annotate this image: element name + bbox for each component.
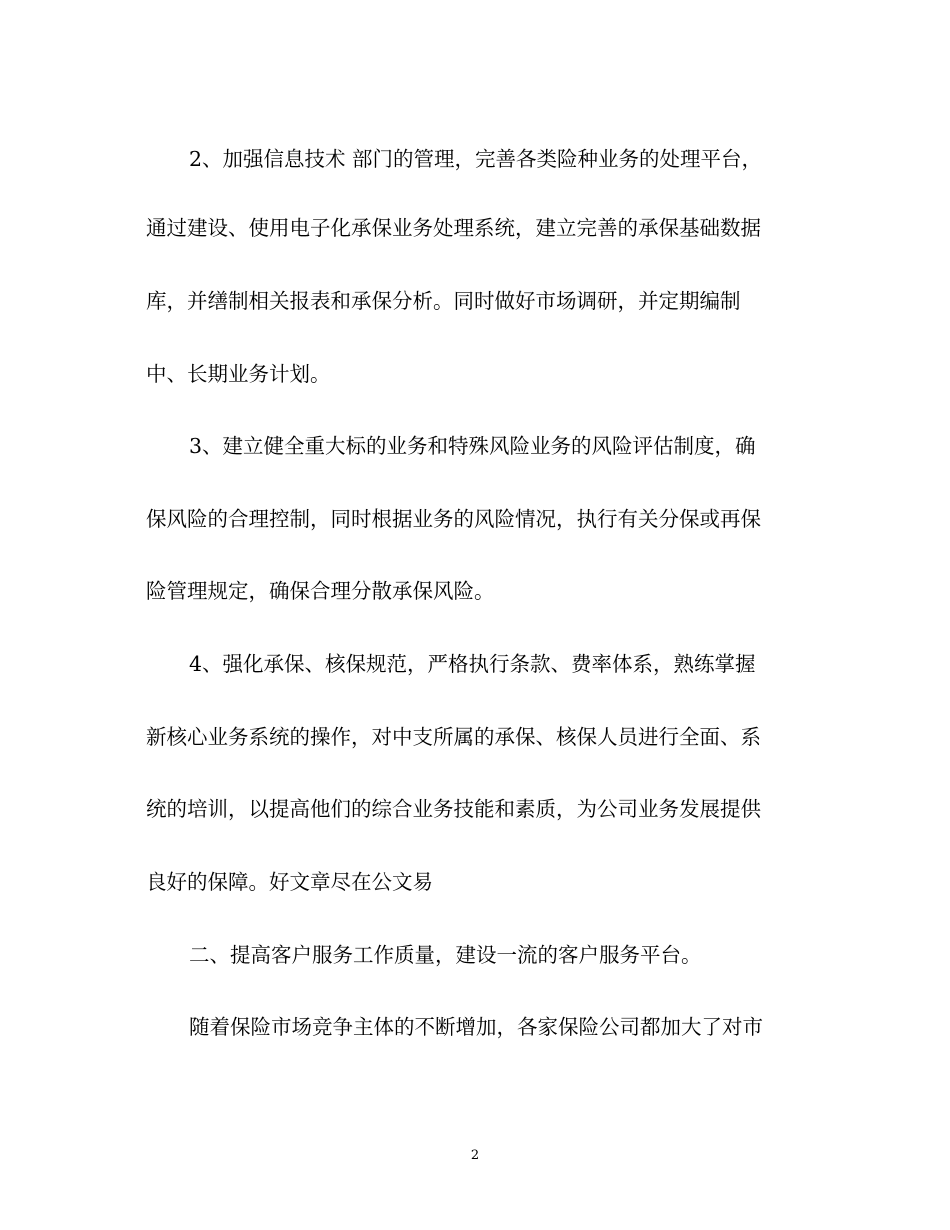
section-heading-2: 二、提高客户服务工作质量，建设一流的客户服务平台。 — [189, 943, 702, 967]
paragraph-2-line-4: 中、长期业务计划。 — [146, 362, 331, 386]
page-number: 2 — [470, 1148, 480, 1163]
paragraph-4-line-2: 新核心业务系统的操作，对中支所属的承保、核保人员进行全面、系 — [146, 725, 761, 749]
paragraph-5-line-1: 随着保险市场竞争主体的不断增加，各家保险公司都加大了对市 — [189, 1015, 763, 1039]
paragraph-3-line-2: 保风险的合理控制，同时根据业务的风险情况，执行有关分保或再保 — [146, 507, 761, 531]
paragraph-3-line-3: 险管理规定，确保合理分散承保风险。 — [146, 579, 495, 603]
paragraph-3-line-1: 3、建立健全重大标的业务和特殊风险业务的风险评估制度，确 — [189, 434, 756, 458]
paragraph-4-line-4: 良好的保障。好文章尽在公文易 — [146, 870, 433, 894]
paragraph-2-line-2: 通过建设、使用电子化承保业务处理系统，建立完善的承保基础数据 — [146, 216, 761, 240]
paragraph-2-line-1: 2、加强信息技术 部门的管理，完善各类险种业务的处理平台， — [189, 147, 763, 171]
paragraph-4-line-1: 4、强化承保、核保规范，严格执行条款、费率体系，熟练掌握 — [189, 652, 756, 676]
paragraph-4-line-3: 统的培训，以提高他们的综合业务技能和素质，为公司业务发展提供 — [146, 797, 761, 821]
paragraph-2-line-3: 库，并缮制相关报表和承保分析。同时做好市场调研，并定期编制 — [146, 289, 741, 313]
